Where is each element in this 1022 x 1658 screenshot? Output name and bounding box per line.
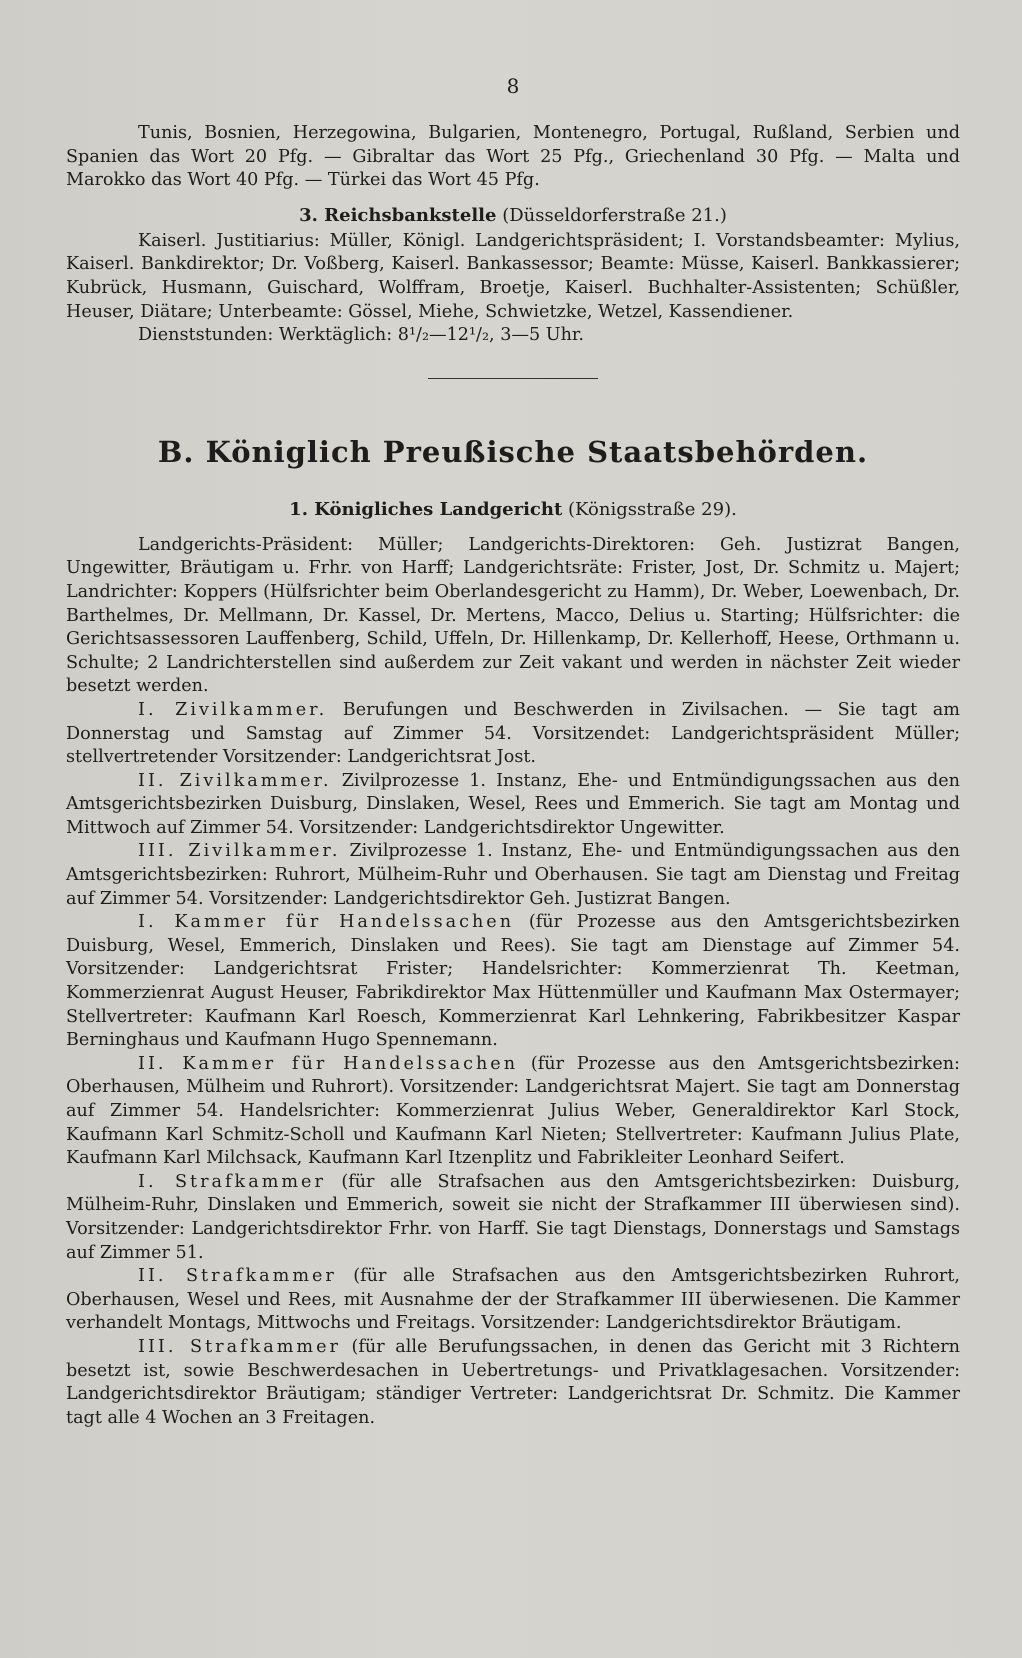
kammer-text: (für alle Strafsachen aus den Amtsgerichtsbezirken Ruhrort, Oberhausen, Wesel und Rees, mit Ausnahme der der Strafkammer III überwiesenen. Die Kammer verhandelt Montags, Mittwochs und Freitags. Vorsitzender: Landgerichtsdirektor Bräutigam.	[66, 1266, 960, 1334]
kammer-paragraph	[66, 1336, 960, 1430]
kammer-heading: III. Strafkammer	[138, 1336, 341, 1357]
kammer-text: Zivilprozesse 1. Instanz, Ehe- und Entmündigungssachen aus den Amtsgerichtsbezirken: Ruhrort, Mülheim-Ruhr und Oberhausen. Sie tagt am Dienstag und Freitag auf Zimmer 54. Vorsitzender: Landgerichtsdirektor Geh. Justizrat Bangen.	[66, 841, 960, 909]
section-1-heading	[66, 499, 960, 520]
kammer-heading: II. Kammer für Handelssachen	[138, 1053, 519, 1074]
section-divider	[428, 378, 598, 379]
section-3-title: 3. Reichsbankstelle	[299, 204, 497, 226]
kammer-paragraph	[66, 840, 960, 911]
section-3-address: (Düsseldorferstraße 21.)	[502, 204, 727, 226]
kammer-text: Zivilprozesse 1. Instanz, Ehe- und Entmündigungssachen aus den Amtsgerichtsbezirken Duisburg, Dinslaken, Wesel, Rees und Emmerich. Sie tagt am Montag und Mittwoch auf Zimmer 54. Vorsitzender: Landgerichtsdirektor Ungewitter.	[66, 770, 960, 838]
kammer-paragraph	[66, 1053, 960, 1171]
kammer-heading: III. Zivilkammer.	[138, 841, 341, 862]
kammer-text: (für Prozesse aus den Amtsgerichtsbezirken Duisburg, Wesel, Emmerich, Dinslaken und Rees). Sie tagt am Dienstage auf Zimmer 54. Vorsitzender: Landgerichtsrat Frister; Handelsrichter: Kommerzienrat Th. Keetman, Kommerzienrat August Heuser, Fabrikdirektor Max Hüttenmüller und Kaufmann Max Ostermayer; Stellvertreter: Kaufmann Karl Roesch, Kommerzienrat Karl Lehnkering, Fabrikbesitzer Kaspar Berninghaus und Kaufmann Hugo Spennemann.	[66, 912, 960, 1051]
kammer-heading: II. Zivilkammer.	[138, 770, 332, 791]
section-1-title: 1. Königliches Landgericht	[289, 498, 563, 520]
kammer-paragraph	[66, 911, 960, 1053]
section-3-hours: Dienststunden: Werktäglich: 8¹/₂—12¹/₂, 3—5 Uhr.	[138, 325, 585, 346]
kammer-text: (für alle Strafsachen aus den Amtsgerichtsbezirken: Duisburg, Mülheim-Ruhr, Dinslaken und Emmerich, soweit sie nicht der Strafkammer III überwiesen sind). Vorsitzender: Landgerichtsdirektor Frhr. von Harff. Sie tagt Dienstags, Donnerstags und Samstags auf Zimmer 51.	[66, 1171, 960, 1263]
page-number: 8	[506, 74, 520, 98]
section-b-title: B. Königlich Preußische Staatsbehörden.	[157, 434, 869, 469]
kammer-text: Berufungen und Beschwerden in Zivilsachen. — Sie tagt am Donnerstag und Samstag auf Zimmer 54. Vorsitzendet: Landgerichtspräsident Müller; stellvertretender Vorsitzender: Landgerichtsrat Jost.	[66, 699, 960, 768]
kammer-text: (für Prozesse aus den Amtsgerichtsbezirken: Oberhausen, Mülheim und Ruhrort). Vorsitzender: Landgerichtsrat Majert. Sie tagt am Donnerstag auf Zimmer 54. Handelsrichter: Kommerzienrat Julius Weber, Generaldirektor Karl Stock, Kaufmann Karl Schmitz-Scholl und Kaufmann Karl Nieten; Stellvertreter: Kaufmann Julius Plate, Kaufmann Karl Milchsack, Kaufmann Karl Itzenplitz und Fabrikleiter Leonhard Seifert.	[66, 1053, 960, 1169]
kammer-paragraph	[66, 770, 960, 841]
section-3-heading	[66, 205, 960, 226]
kammer-paragraph	[66, 1265, 960, 1336]
kammer-heading: I. Kammer für Handelssachen	[138, 912, 515, 933]
kammer-paragraph	[66, 699, 960, 770]
section-1-staff: Landgerichts-Präsident: Müller; Landgerichts-Direktoren: Geh. Justizrat Bangen, Ungewitter, Bräutigam u. Frhr. von Harff; Landgerichtsräte: Frister, Jost, Dr. Schmitz u. Majert; Landrichter: Koppers (Hülfsrichter beim Oberlandesgericht zu Hamm), Dr. Weber, Loewenbach, Dr. Barthelmes, Dr. Mellmann, Dr. Kassel, Dr. Mertens, Macco, Delius u. Starting; Hülfsrichter: die Gerichtsassessoren Lauffenberg, Schild, Uffeln, Dr. Hillenkamp, Dr. Kellerhoff, Heese, Orthmann u. Schulte; 2 Landrichterstellen sind außerdem zur Zeit vakant und werden in nächster Zeit wieder besetzt werden.	[66, 534, 960, 697]
kammer-heading: I. Strafkammer	[138, 1171, 326, 1192]
section-3-staff: Kaiserl. Justitiarius: Müller, Königl. Landgerichtspräsident; I. Vorstandsbeamter: Mylius, Kaiserl. Bankdirektor; Dr. Voßberg, Kaiserl. Bankassessor; Beamte: Müsse, Kaiserl. Bankkassierer; Kubrück, Husmann, Guischard, Wolffram, Broetje, Kaiserl. Buchhalter-Assistenten; Schüßler, Heuser, Diätare; Unterbeamte: Gössel, Miehe, Schwietzke, Wetzel, Kassendiener.	[66, 230, 960, 322]
intro-paragraph: Tunis, Bosnien, Herzegowina, Bulgarien, Montenegro, Portugal, Rußland, Serbien und Spanien das Wort 20 Pfg. — Gibraltar das Wort 25 Pfg., Griechenland 30 Pfg. — Malta und Marokko das Wort 40 Pfg. — Türkei das Wort 45 Pfg.	[66, 123, 960, 191]
kammer-text: (für alle Berufungssachen, in denen das Gericht mit 3 Richtern besetzt ist, sowie Beschwerdesachen in Uebertretungs- und Privatklagesachen. Vorsitzender: Landgerichtsdirektor Bräutigam; ständiger Vertreter: Landgerichtsrat Dr. Schmitz. Die Kammer tagt alle 4 Wochen an 3 Freitagen.	[66, 1336, 960, 1428]
kammer-paragraph	[66, 1171, 960, 1265]
kammer-heading: I. Zivilkammer.	[138, 699, 328, 720]
kammer-heading: II. Strafkammer	[138, 1266, 337, 1287]
section-1-address: (Königsstraße 29).	[568, 498, 737, 520]
